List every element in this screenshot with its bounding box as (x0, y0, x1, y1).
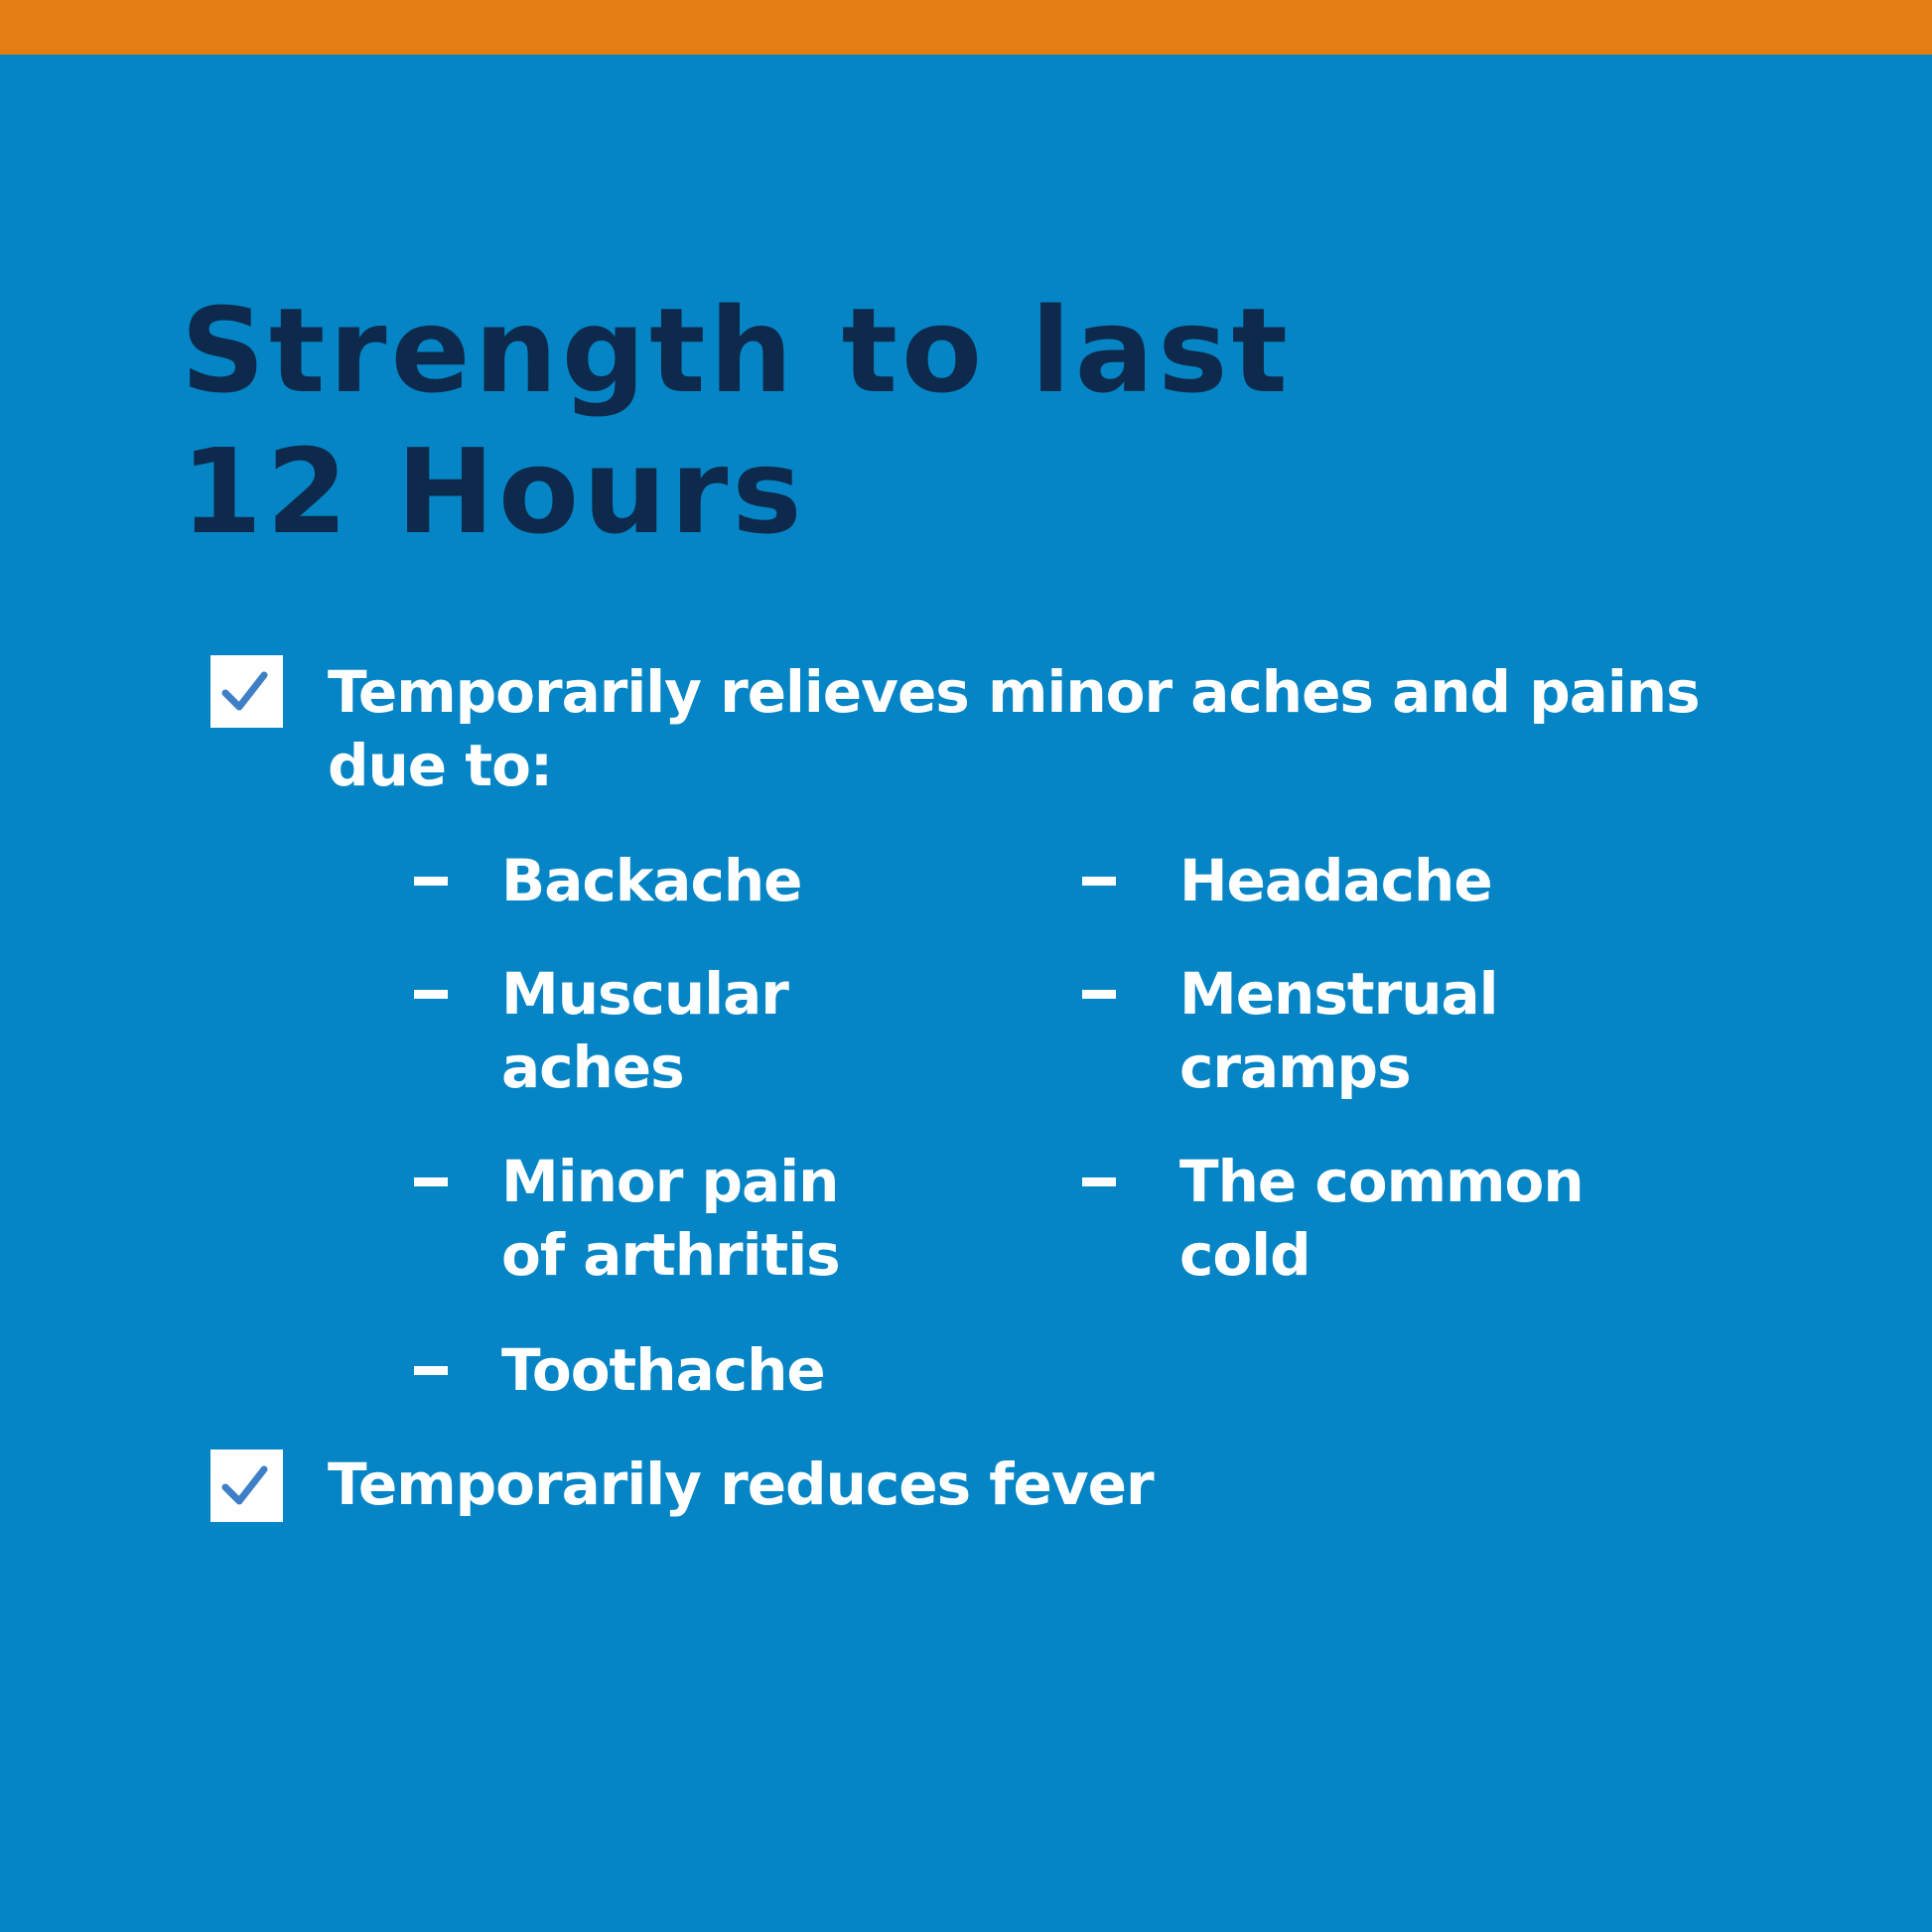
headline-line-2: 12 Hours (181, 423, 806, 560)
benefit-line: due to: (328, 732, 553, 799)
condition-line: cold (1179, 1221, 1311, 1289)
condition-line: Minor pain (501, 1148, 839, 1215)
condition-backache (501, 844, 801, 917)
headline-line-1: Strength to last (181, 282, 1292, 419)
condition-menstrual-cramps (1179, 957, 1498, 1104)
condition-line: of arthritis (501, 1221, 840, 1289)
condition-headache (1179, 844, 1492, 917)
dash-bullet (414, 990, 448, 999)
headline (181, 280, 1292, 562)
check-mark-icon (210, 655, 283, 728)
dash-bullet (414, 1177, 448, 1186)
dash-bullet (414, 1366, 448, 1375)
dash-bullet (414, 877, 448, 886)
benefit-reduces-fever (328, 1448, 1154, 1521)
condition-line: cramps (1179, 1034, 1411, 1101)
condition-line: aches (501, 1034, 684, 1101)
dash-bullet (1082, 1177, 1116, 1186)
condition-line: Backache (501, 847, 802, 914)
condition-line: The common (1179, 1148, 1584, 1215)
benefit-aches-and-pains (328, 655, 1700, 802)
check-mark-icon (210, 1449, 283, 1522)
condition-muscular-aches (501, 957, 788, 1104)
dash-bullet (1082, 990, 1116, 999)
checkbox-checked-icon (210, 1449, 283, 1522)
condition-line: Toothache (501, 1336, 825, 1404)
dash-bullet (1082, 877, 1116, 886)
benefit-line: Temporarily reduces fever (328, 1450, 1154, 1518)
top-accent-bar (0, 0, 1932, 55)
condition-common-cold (1179, 1145, 1584, 1292)
condition-line: Headache (1179, 847, 1492, 914)
condition-minor-pain-of-arthritis (501, 1145, 840, 1292)
condition-line: Muscular (501, 960, 788, 1028)
condition-line: Menstrual (1179, 960, 1498, 1028)
checkbox-checked-icon (210, 655, 283, 728)
benefit-line: Temporarily relieves minor aches and pains (328, 658, 1700, 726)
condition-toothache (501, 1333, 825, 1407)
